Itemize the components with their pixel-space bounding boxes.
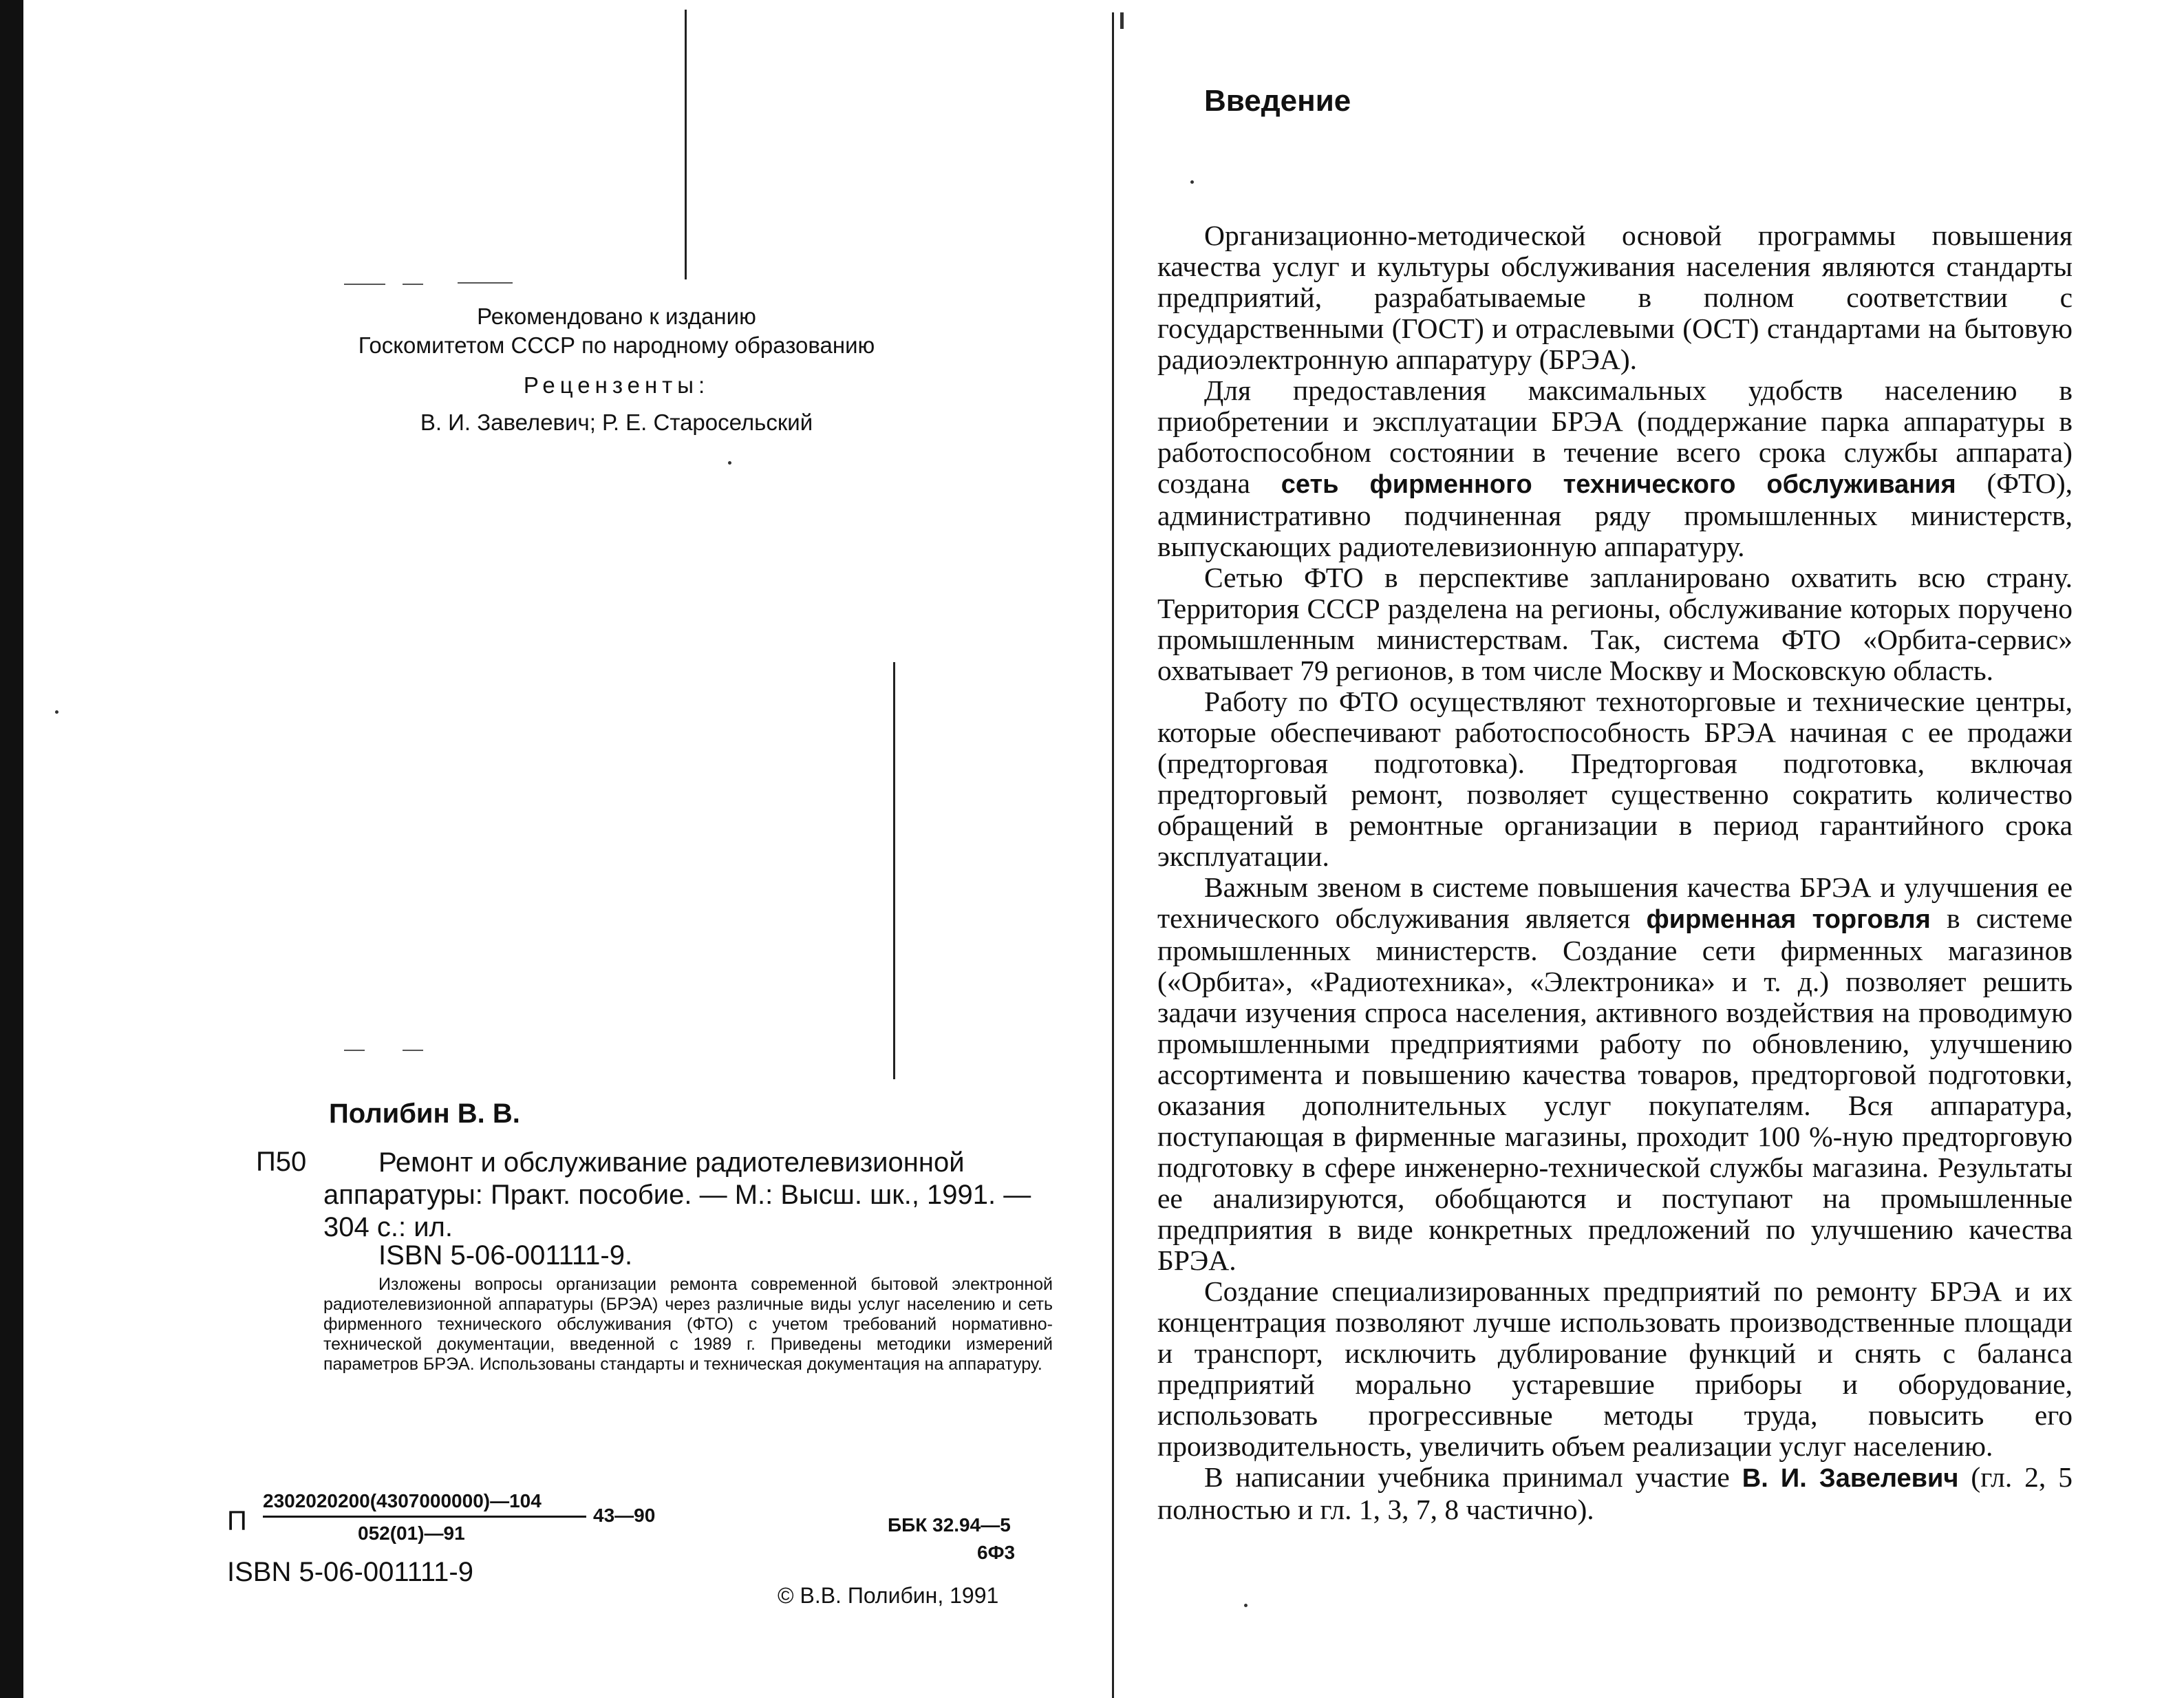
paragraph-5: Важным звеном в системе повышения качества БРЭА и улучшения ее технического обслуживания является фирменная торговля в системе промышленных министерств. Создание сети фирменных магазинов («Орбита», «Радиотехника», «Электроника» и т. д.) позволяет решить задачи изучения спроса населения, активного воздействия на проводимую промышленными предприятиями работу по обновлению, улучшению ассортимента и повышению качества товаров, предторговой подготовки, оказания дополнительных услуг покупателям. Вся аппаратура, поступающая в фирменные магазины, проходит 100 %-ную предторговую подготовку в сфере инженерно-технической службы магазина. Результаты ее анализируются, обобщаются и поступают на промышленные предприятия в виде конкретных предложений по улучшению качества БРЭА. [1157,871,2073,1276]
paragraph-1: Организационно-методической основой программы повышения качества услуг и культуры обслуживания населения являются стандарты предприятий, разрабатываемые в полном соответствии с государственными (ГОСТ) и отраслевыми (ОСТ) стандартами на бытовую радиоэлектронную аппаратуру (БРЭА). [1157,220,2073,375]
index-fraction-line [263,1516,586,1518]
recommendation-line2: Госкомитетом СССР по народному образованию [358,332,875,358]
emphasis-coauthor: В. И. Завелевич [1742,1464,1959,1493]
index-suffix: 43—90 [593,1505,656,1526]
bbk-line1: ББК 32.94—5 [888,1514,1011,1536]
scan-dash [344,1050,365,1051]
paragraph-6: Создание специализированных предприятий по ремонту БРЭА и их концентрация позволяют лучше использовать производственные площади и транспорт, исключить дублирование функций и снять с баланса предприятий морально устаревшие приборы и оборудование, использовать прогрессивные методы труда, повысить его производительность, увеличить объем реализации услуг населению. [1157,1275,2073,1462]
paragraph-2: Для предоставления максимальных удобств населению в приобретении и эксплуатации БРЭА (поддержание парка аппаратуры в работоспособном состоянии в течение всего срока службы аппарата) создана сеть фирменного технического обслуживания (ФТО), административно подчиненная ряду промышленных министерств, выпускающих радиотелевизионную аппаратуру. [1157,374,2073,562]
scan-line [685,10,687,279]
scan-dot [1190,180,1194,184]
isbn-inline: ISBN 5-06-001111-9. [378,1240,633,1271]
index-letter: П [227,1506,247,1536]
bbk-line2: 6Ф3 [977,1542,1016,1563]
paragraph-3: Сетью ФТО в перспективе запланировано охватить всю страну. Территория СССР разделена на регионы, обслуживание которых поручено промышленным министерствам. Так, система ФТО «Орбита-сервис» охватывает 79 регионов, в том числе Москву и Московскую область. [1157,562,2073,686]
scan-dot [55,710,58,714]
index-numerator: 2302020200(4307000000)—104 [263,1490,542,1511]
scan-dash [344,284,385,285]
emphasis-service-network: сеть фирменного технического обслуживания [1281,470,1956,499]
isbn-bottom: ISBN 5-06-001111-9 [227,1557,473,1587]
scan-dot [728,461,731,465]
class-code: П50 [256,1147,307,1177]
paragraph-7: В написании учебника принимал участие В. И. Завелевич (гл. 2, 5 полностью и гл. 1, 3, 7, 8 частично). [1157,1461,2073,1525]
index-denominator: 052(01)—91 [358,1522,465,1544]
scan-dash [403,1050,423,1051]
copyright: © В.В. Полибин, 1991 [778,1583,999,1608]
paragraph-4: Работу по ФТО осуществляют техноторговые и технические центры, которые обеспечивают работоспособность БРЭА начиная с ее продажи (предторговая подготовка). Предторговая подготовка, включая предторговый ремонт, позволяет существенно сократить количество обращений в ремонтные организации в период гарантийного срока эксплуатации. [1157,686,2073,872]
introduction-body [1157,220,2073,1525]
scan-line [893,662,895,1079]
scan-edge-shadow [0,0,23,1698]
scan-dot [1244,1604,1248,1607]
reviewers-label: Рецензенты: [523,372,710,398]
recommendation-line1: Рекомендовано к изданию [477,304,756,329]
scan-tick [1120,12,1124,29]
scan-dash [403,284,423,285]
emphasis-brand-trade: фирменная торговля [1646,905,1931,934]
bibliographic-description: Ремонт и обслуживание радиотелевизионной аппаратуры: Практ. пособие. — М.: Высш. шк., 1991. — 304 с.: ил. [323,1147,1031,1242]
chapter-heading: Введение [1204,84,1351,118]
page-gutter-line [1112,12,1114,1698]
scan-dash [458,282,513,284]
reviewers-names: В. И. Завелевич; Р. Е. Старосельский [420,410,813,435]
author-name: Полибин В. В. [329,1099,520,1129]
annotation: Изложены вопросы организации ремонта современной бытовой электронной радиотелевизионной аппаратуры (БРЭА) через различные виды услуг населению и сеть фирменного технического обслуживания (ФТО) с учетом требований нормативно-технической документации, введенной с 1989 г. Приведены методики измерений параметров БРЭА. Использованы стандарты и техническая документация на аппаратуру. [323,1275,1053,1374]
